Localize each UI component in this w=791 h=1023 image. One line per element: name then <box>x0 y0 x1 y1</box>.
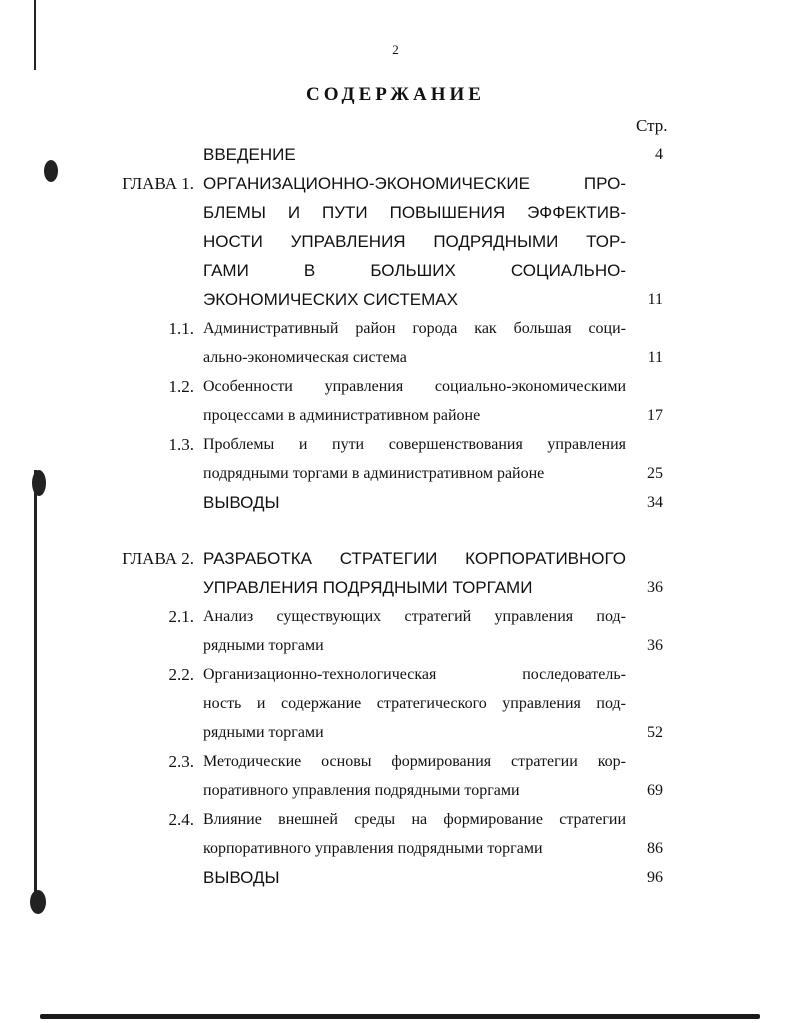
toc-entry-text: подрядными торгами в административном районе <box>203 465 545 482</box>
toc-entry <box>0 432 791 458</box>
toc-entry-text: ВЫВОДЫ <box>203 868 280 887</box>
toc-entry-label: ГЛАВА 1. <box>122 174 194 193</box>
toc-entry-page: 36 <box>647 637 663 654</box>
toc-entry-page: 52 <box>647 724 663 741</box>
page-column-header: Стр. <box>636 116 668 135</box>
toc-entry <box>0 258 791 284</box>
toc-entry <box>0 200 791 226</box>
page-number: 2 <box>392 42 399 57</box>
toc-entry <box>0 691 791 717</box>
toc-entry <box>0 836 791 862</box>
toc-entry-label: 2.2. <box>168 665 194 684</box>
toc-entry-text: ВВЕДЕНИЕ <box>203 145 296 164</box>
toc-entry-text: поративного управления подрядными торгами <box>203 782 520 799</box>
toc-entry-text: процессами в административном районе <box>203 407 481 424</box>
toc-entry <box>0 287 791 313</box>
toc-entry-text: РАЗРАБОТКА СТРАТЕГИИ КОРПОРАТИВНОГО <box>203 549 626 568</box>
toc-entry <box>0 490 791 516</box>
toc-entry-label: 1.2. <box>168 377 194 396</box>
toc-entry-text: ально-экономическая система <box>203 349 407 366</box>
toc-entry <box>0 171 791 197</box>
toc-entry <box>0 749 791 775</box>
toc-entry-label: 2.1. <box>168 607 194 626</box>
scan-mark <box>30 890 46 914</box>
toc-entry-text: ВЫВОДЫ <box>203 493 280 512</box>
toc-entry-text: Административный район города как большая соци- <box>203 320 626 337</box>
toc-entry <box>0 865 791 891</box>
toc-entry-text: Анализ существующих стратегий управления под- <box>203 608 626 625</box>
scan-mark <box>32 470 46 496</box>
toc-entry-text: ОРГАНИЗАЦИОННО-ЭКОНОМИЧЕСКИЕ ПРО- <box>203 174 626 193</box>
toc-entry-label: 1.1. <box>168 319 194 338</box>
toc-entry <box>0 720 791 746</box>
toc-entry-text: корпоративного управления подрядными торгами <box>203 840 543 857</box>
toc-entry-text: НОСТИ УПРАВЛЕНИЯ ПОДРЯДНЫМИ ТОР- <box>203 232 626 251</box>
toc-entry-page: 11 <box>647 291 663 308</box>
toc-entry <box>0 374 791 400</box>
toc-entry <box>0 345 791 371</box>
toc-entry-text: ность и содержание стратегического управления под- <box>203 695 626 712</box>
toc-entry-page: 11 <box>647 349 663 366</box>
toc-entry-label: ГЛАВА 2. <box>122 549 194 568</box>
toc-entry-page: 86 <box>647 840 663 857</box>
scan-margin-line <box>34 470 37 910</box>
toc-entry-page: 4 <box>655 146 663 163</box>
toc-entry-text: Проблемы и пути совершенствования управления <box>203 436 626 453</box>
toc-entry <box>0 778 791 804</box>
toc-entry-label: 1.3. <box>168 435 194 454</box>
toc-entry-text: УПРАВЛЕНИЯ ПОДРЯДНЫМИ ТОРГАМИ <box>203 578 533 597</box>
toc-entry-text: ЭКОНОМИЧЕСКИХ СИСТЕМАХ <box>203 290 458 309</box>
toc-entry-text: Организационно-технологическая последователь- <box>203 666 626 683</box>
toc-entry <box>0 575 791 601</box>
toc-entry-page: 96 <box>647 869 663 886</box>
toc-entry-page: 36 <box>647 579 663 596</box>
toc-entry <box>0 142 791 168</box>
toc-entry-page: 25 <box>647 465 663 482</box>
toc-entry-page: 34 <box>647 494 663 511</box>
scan-bottom-edge <box>40 1014 760 1019</box>
toc-entry <box>0 403 791 429</box>
toc-entry-label: 2.3. <box>168 752 194 771</box>
toc-entry-text: Методические основы формирования стратегии кор- <box>203 753 626 770</box>
toc-entry <box>0 461 791 487</box>
toc-entry <box>0 662 791 688</box>
toc-entry <box>0 604 791 630</box>
toc-entry-text: ГАМИ В БОЛЬШИХ СОЦИАЛЬНО- <box>203 261 626 280</box>
toc-entry-text: Особенности управления социально-экономическими <box>203 378 626 395</box>
toc-entry-page: 69 <box>647 782 663 799</box>
page-title: СОДЕРЖАНИЕ <box>306 84 485 105</box>
toc-entry-text: рядными торгами <box>203 724 324 741</box>
toc-entry <box>0 546 791 572</box>
toc-entry-page: 17 <box>647 407 663 424</box>
scan-margin-line <box>34 0 36 70</box>
toc-entry-text: рядными торгами <box>203 637 324 654</box>
toc-entry <box>0 229 791 255</box>
toc-entry-text: БЛЕМЫ И ПУТИ ПОВЫШЕНИЯ ЭФФЕКТИВ- <box>203 203 626 222</box>
toc-entry <box>0 807 791 833</box>
toc-entry <box>0 316 791 342</box>
scan-mark <box>44 160 58 182</box>
toc-entry-text: Влияние внешней среды на формирование стратегии <box>203 811 626 828</box>
toc-entry <box>0 633 791 659</box>
toc-entry-label: 2.4. <box>168 810 194 829</box>
